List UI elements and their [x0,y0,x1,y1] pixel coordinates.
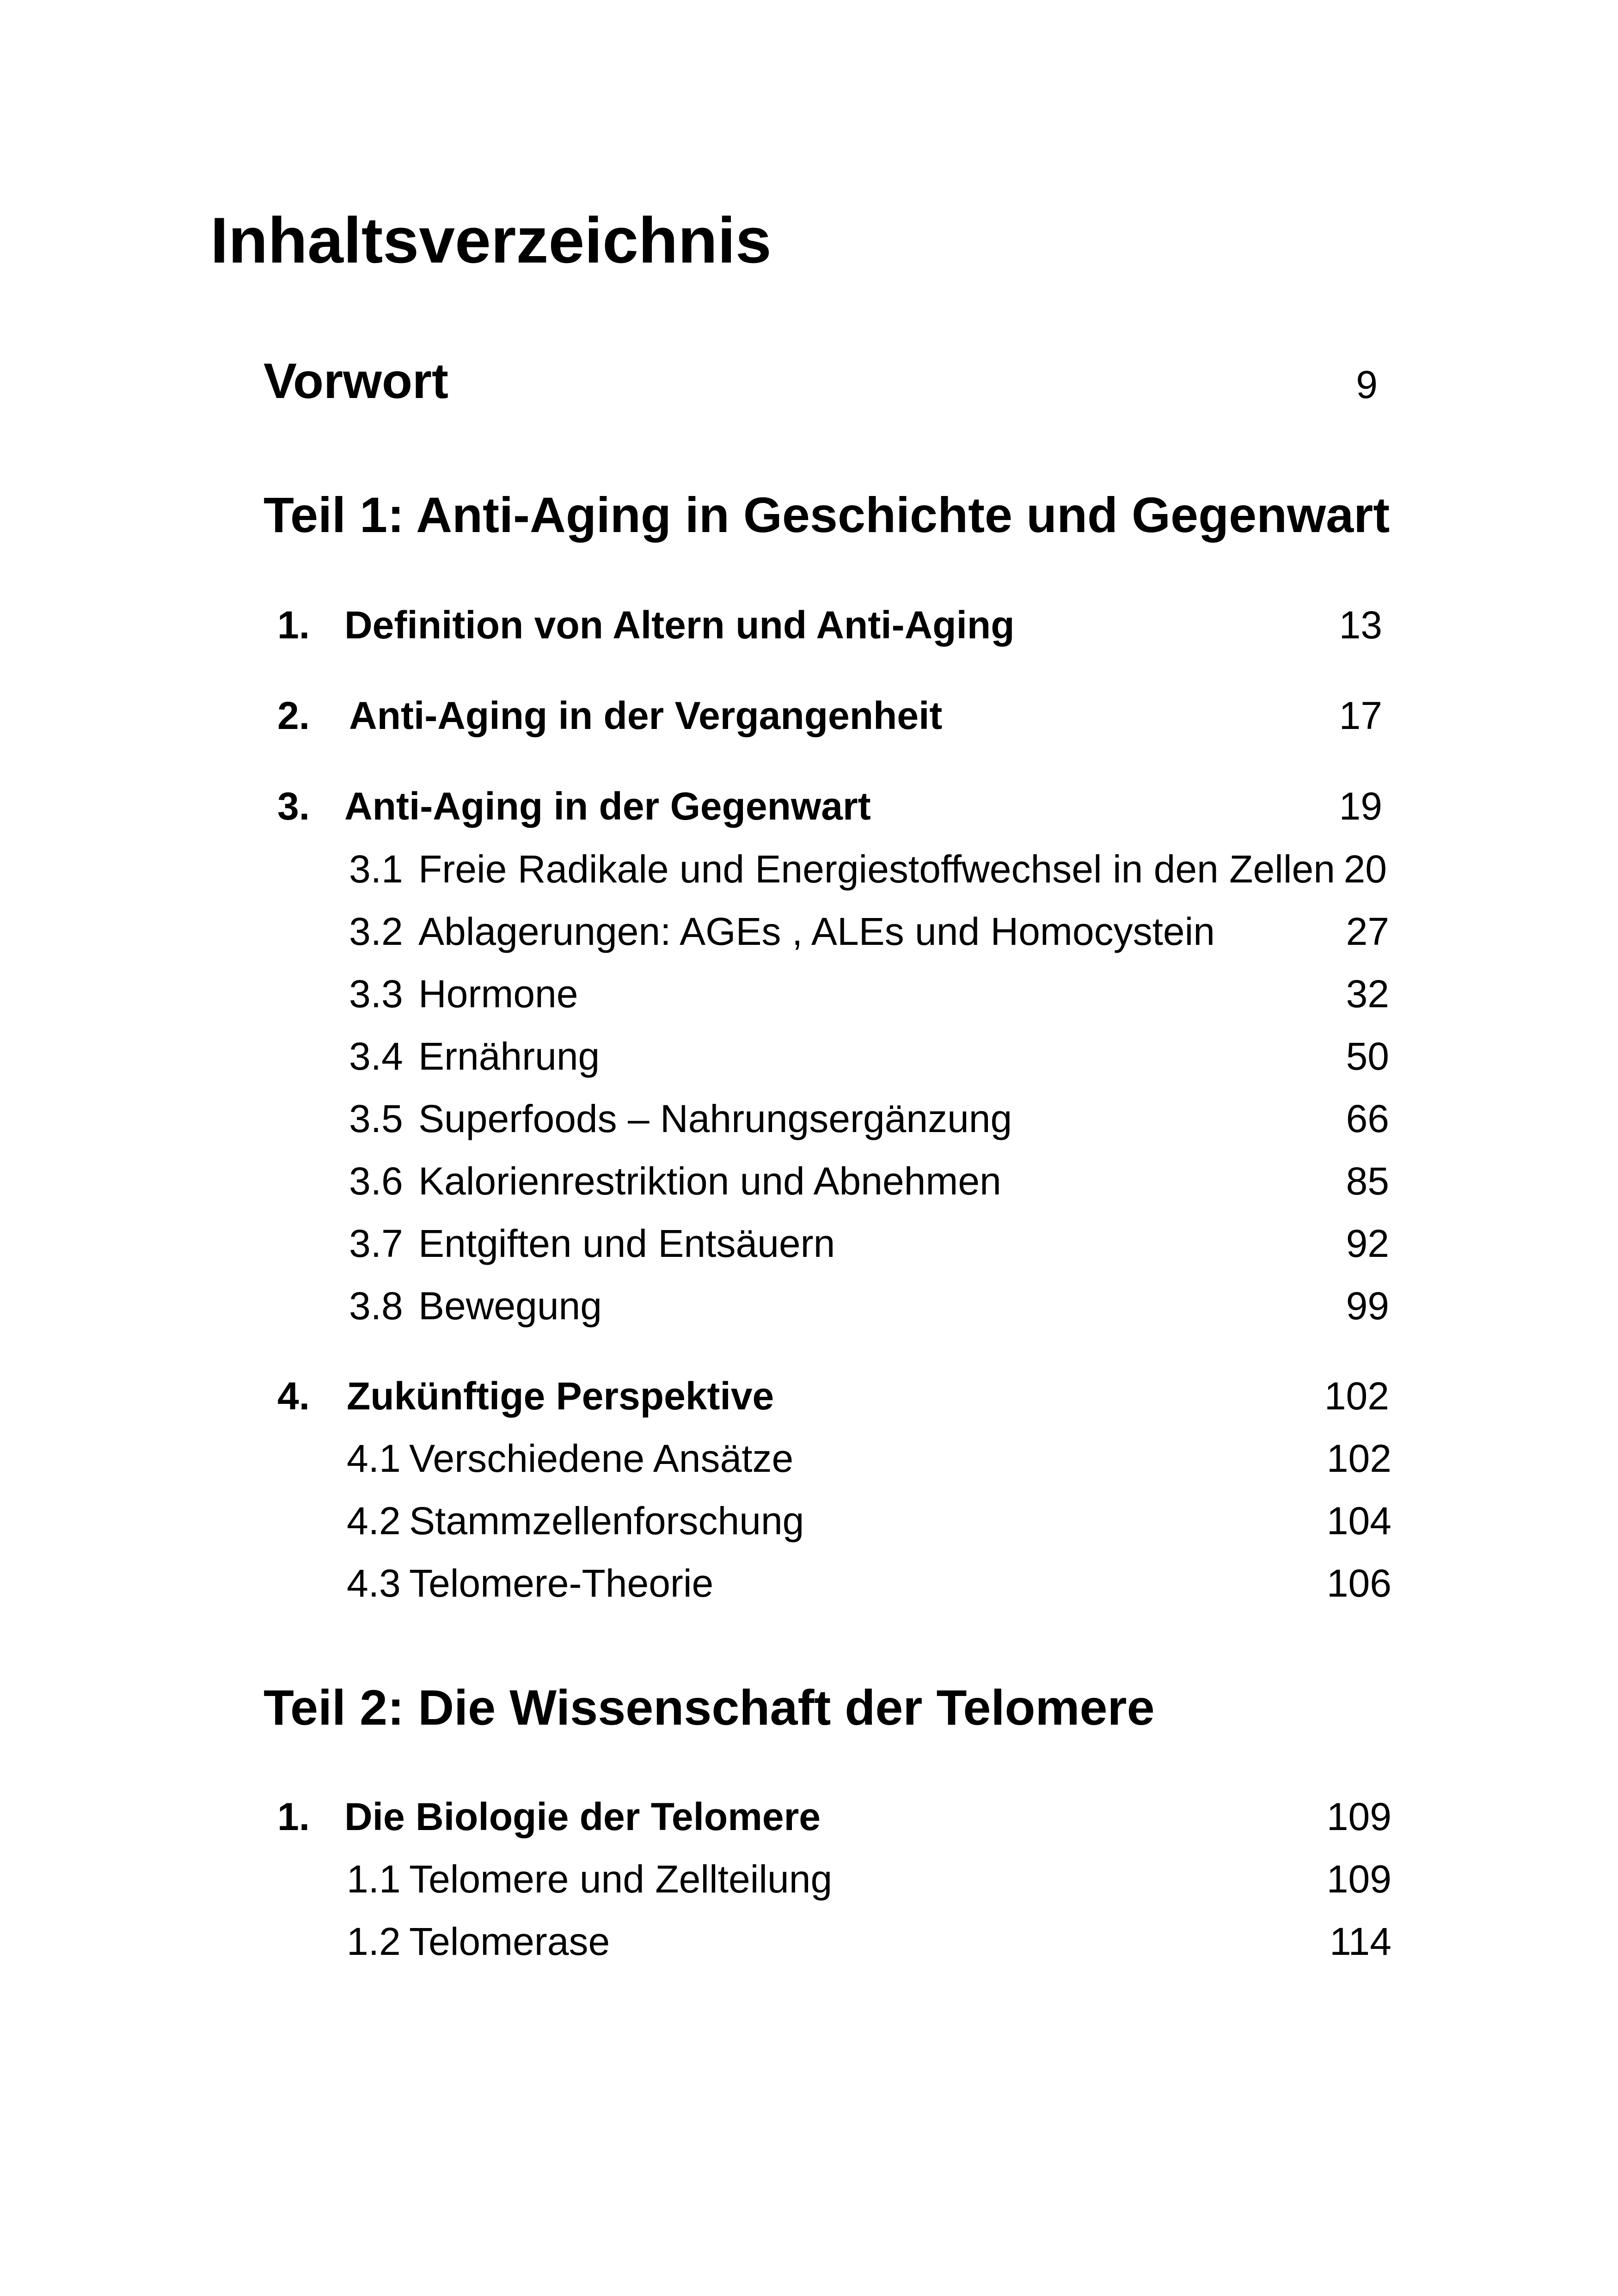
section-page-number: 102 [1326,1437,1391,1480]
chapter-page-number: 17 [1339,694,1382,737]
chapter-number: 4. [277,1374,310,1418]
section-label: Freie Radikale und Energiestoffwechsel in den Zellen [418,847,1335,891]
section-number: 1.1 [347,1857,401,1901]
section-label: Ernährung [418,1035,600,1078]
chapter-label: Definition von Altern und Anti-Aging [344,603,1015,647]
chapter-number: 2. [277,694,310,737]
section-number: 1.2 [347,1920,401,1963]
section-label: Bewegung [418,1284,602,1328]
section-number: 3.3 [349,972,403,1016]
section-page-number: 50 [1346,1035,1389,1078]
section-number: 4.1 [347,1437,401,1480]
section-label: Telomere und Zellteilung [409,1857,833,1901]
section-label: Verschiedene Ansätze [409,1437,794,1480]
chapter-page-number: 109 [1326,1795,1391,1838]
chapter-label: Die Biologie der Telomere [344,1795,821,1838]
chapter-page-number: 102 [1324,1374,1389,1418]
section-label: Hormone [418,972,578,1016]
chapter-number: 1. [277,603,310,647]
section-number: 3.4 [349,1035,403,1078]
section-page-number: 114 [1330,1920,1391,1963]
section-page-number: 106 [1326,1561,1391,1605]
part-2-heading: Teil 2: Die Wissenschaft der Telomere [264,1679,1155,1735]
page-title: Inhaltsverzeichnis [210,204,772,276]
chapter-page-number: 19 [1339,784,1382,828]
section-label: Telomere-Theorie [409,1561,714,1605]
section-page-number: 109 [1326,1857,1391,1901]
section-label: Stammzellenforschung [409,1499,804,1543]
section-page-number: 92 [1346,1222,1389,1265]
preface-heading: Vorwort [264,353,448,409]
section-page-number: 85 [1346,1159,1389,1203]
section-page-number: 32 [1346,972,1389,1016]
section-number: 4.2 [347,1499,401,1543]
section-label: Superfoods – Nahrungsergänzung [418,1097,1012,1140]
section-number: 4.3 [347,1561,401,1605]
preface-page-number: 9 [1356,363,1378,406]
section-page-number: 104 [1326,1499,1391,1543]
chapter-page-number: 13 [1339,603,1382,647]
section-label: Kalorienrestriktion und Abnehmen [418,1159,1001,1203]
section-number: 3.1 [349,847,403,891]
section-page-number: 20 [1343,847,1387,891]
chapter-number: 3. [277,784,310,828]
section-label: Entgiften und Entsäuern [418,1222,835,1265]
chapter-number: 1. [277,1795,310,1838]
section-number: 3.8 [349,1284,403,1328]
chapter-label: Anti-Aging in der Gegenwart [344,784,871,828]
section-page-number: 99 [1346,1284,1389,1328]
section-page-number: 66 [1346,1097,1389,1140]
chapter-label: Anti-Aging in der Vergangenheit [349,694,943,737]
section-label: Ablagerungen: AGEs , ALEs und Homocystein [418,910,1215,953]
section-label: Telomerase [409,1920,610,1963]
section-number: 3.6 [349,1159,403,1203]
part-1-heading: Teil 1: Anti-Aging in Geschichte und Gegenwart [264,487,1390,543]
section-page-number: 27 [1346,910,1389,953]
section-number: 3.5 [349,1097,403,1140]
section-number: 3.7 [349,1222,403,1265]
chapter-label: Zukünftige Perspektive [347,1374,774,1418]
section-number: 3.2 [349,910,403,953]
